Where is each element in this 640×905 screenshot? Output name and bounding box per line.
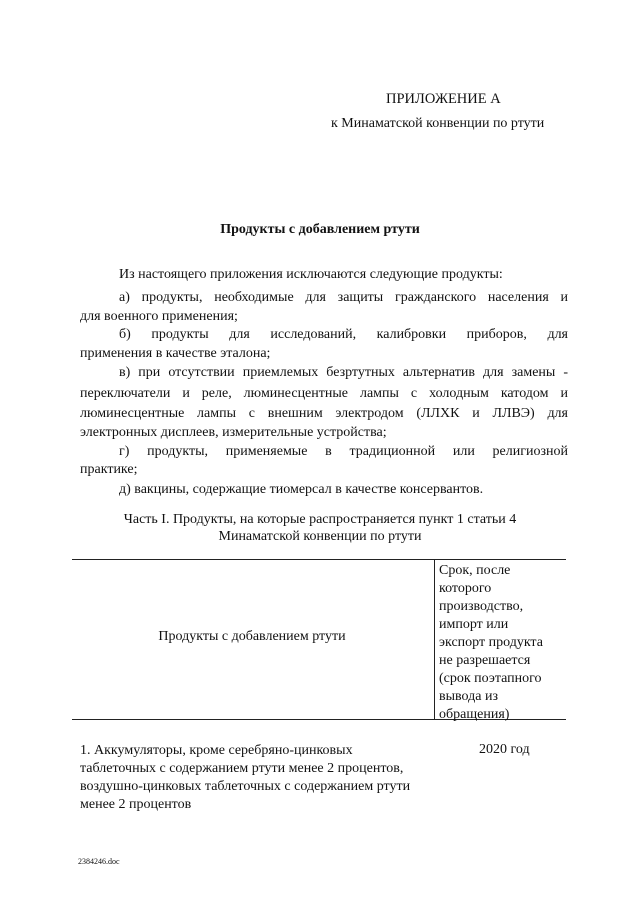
item-c-line-4: электронных дисплеев, измерительные устройства;: [80, 425, 387, 440]
section-heading: Продукты с добавлением ртути: [220, 222, 420, 237]
deadline-header-line: производство,: [439, 599, 524, 614]
deadline-header-line: Срок, после: [439, 563, 511, 578]
item-b-line-2: применения в качестве эталона;: [80, 346, 271, 361]
table-header-products: Продукты с добавлением ртути: [158, 629, 346, 644]
table-row-batteries: [80, 742, 410, 814]
row-text-line: воздушно-цинковых таблеточных с содержанием ртути: [80, 779, 411, 794]
item-d-line-2: практике;: [80, 462, 138, 477]
item-a-line-2: для военного применения;: [80, 309, 238, 324]
row-text-line: таблеточных с содержанием ртути менее 2 процентов,: [80, 761, 404, 776]
deadline-header-line: не разрешается: [439, 653, 531, 668]
item-c-line-2: переключатели и реле, люминесцентные лампы с холодным катодом и: [80, 386, 568, 401]
annex-subtitle: к Минаматской конвенции по ртути: [331, 116, 545, 131]
deadline-header-line: которого: [439, 581, 492, 596]
deadline-header-line: экспорт продукта: [439, 635, 543, 650]
table-column-divider: [434, 559, 435, 720]
item-d-line-1: г) продукты, применяемые в традиционной или религиозной: [119, 444, 568, 459]
deadline-header-line: обращения): [439, 707, 510, 722]
document-filename: 2384246.doc: [78, 857, 120, 866]
table-top-border: [72, 559, 566, 560]
deadline-header-line: вывода из: [439, 689, 498, 704]
item-c-line-3: люминесцентные лампы с внешним электродом (ЛЛХК и ЛЛВЭ) для: [80, 406, 568, 421]
item-e-line-1: д) вакцины, содержащие тиомерсал в качестве консервантов.: [119, 482, 484, 497]
intro-text: Из настоящего приложения исключаются следующие продукты:: [119, 267, 503, 282]
item-b-line-1: б) продукты для исследований, калибровки приборов, для: [119, 327, 568, 342]
row-deadline-year: 2020 год: [479, 742, 530, 757]
item-a-line-1: а) продукты, необходимые для защиты гражданского населения и: [119, 290, 568, 305]
table-header-deadline: [439, 562, 564, 724]
part-title-line-2: Минаматской конвенции по ртути: [218, 529, 422, 544]
deadline-header-line: (срок поэтапного: [439, 671, 542, 686]
products-table: [72, 559, 566, 722]
row-text-line: менее 2 процентов: [80, 797, 192, 812]
annex-title: ПРИЛОЖЕНИЕ А: [386, 91, 501, 107]
row-text-line: 1. Аккумуляторы, кроме серебряно-цинковых: [80, 743, 353, 758]
item-c-line-1: в) при отсутствии приемлемых безртутных альтернатив для замены -: [119, 365, 568, 380]
deadline-header-line: импорт или: [439, 617, 509, 632]
part-title-line-1: Часть I. Продукты, на которые распространяется пункт 1 статьи 4: [123, 512, 517, 527]
